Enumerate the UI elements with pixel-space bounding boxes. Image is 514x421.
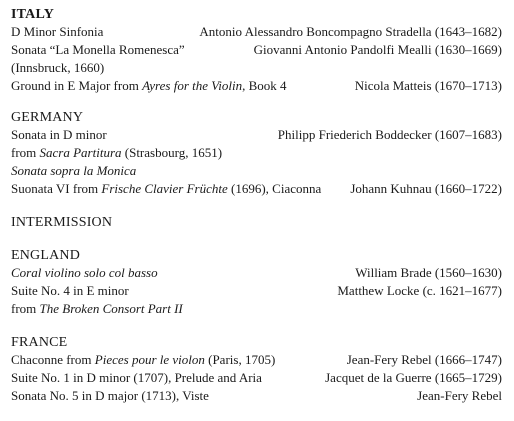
composer: Jacquet de la Guerre (1665–1729): [325, 370, 502, 385]
section-heading-germany: GERMANY: [11, 110, 84, 125]
intermission-heading: INTERMISSION: [11, 215, 113, 230]
piece-detail: (Innsbruck, 1660): [11, 60, 105, 75]
piece-title-text: Ground in E Major from: [11, 78, 143, 93]
section-heading-italy: ITALY: [11, 7, 55, 22]
piece-detail-text: from: [11, 301, 40, 316]
piece-detail-text: from: [11, 145, 40, 160]
piece-detail-tail: (Strasbourg, 1651): [121, 145, 223, 160]
piece-title: Suite No. 1 in D minor (1707), Prelude and Aria: [11, 370, 262, 385]
piece-title: D Minor Sinfonia: [11, 24, 104, 39]
piece-title: Suite No. 4 in E minor: [11, 283, 129, 298]
composer: Antonio Alessandro Boncompagno Stradella (1643–1682): [199, 24, 502, 39]
section-italy: [11, 6, 502, 95]
program-row: [11, 264, 502, 282]
section-france: [11, 334, 502, 405]
composer: Nicola Matteis (1670–1713): [354, 78, 502, 93]
program-row: [11, 282, 502, 300]
section-heading-england: ENGLAND: [11, 248, 81, 263]
work-title-italic: Frische Clavier Früchte: [101, 181, 228, 196]
piece-title-tail: (Paris, 1705): [204, 352, 276, 367]
piece-title-text: Suonata VI from: [11, 181, 102, 196]
piece-title-italic: Sonata sopra la Monica: [11, 163, 137, 178]
work-title-italic: Pieces pour le violon: [94, 352, 205, 367]
program-row: [11, 180, 502, 198]
program-row: [11, 351, 502, 369]
piece-title: Sonata “La Monella Romenesca”: [11, 42, 185, 57]
composer: Matthew Locke (c. 1621–1677): [337, 283, 502, 298]
program-row: [11, 144, 502, 162]
section-england: [11, 247, 502, 318]
concert-program: [11, 6, 502, 405]
program-row: [11, 300, 502, 318]
composer: Jean-Fery Rebel (1666–1747): [346, 352, 502, 367]
composer: Johann Kuhnau (1660–1722): [350, 181, 502, 196]
program-row: [11, 162, 502, 180]
composer: Philipp Friederich Boddecker (1607–1683): [277, 127, 502, 142]
piece-title: [11, 180, 321, 198]
program-row: [11, 59, 502, 77]
piece-title: Sonata No. 5 in D major (1713), Viste: [11, 388, 209, 403]
work-title-italic: Ayres for the Violin: [142, 78, 243, 93]
program-row: [11, 387, 502, 405]
piece-title: Sonata in D minor: [11, 127, 107, 142]
piece-title-tail: (1696), Ciaconna: [227, 181, 322, 196]
section-intermission: [11, 214, 502, 231]
piece-detail: [11, 144, 222, 162]
work-title-italic: Sacra Partitura: [39, 145, 122, 160]
work-title-italic: The Broken Consort Part II: [39, 301, 183, 316]
composer: Jean-Fery Rebel: [417, 388, 502, 403]
program-row: [11, 369, 502, 387]
composer: Giovanni Antonio Pandolfi Mealli (1630–1669): [253, 42, 502, 57]
piece-title-text: Chaconne from: [11, 352, 95, 367]
piece-title: [11, 351, 275, 369]
program-row: [11, 23, 502, 41]
program-row: [11, 126, 502, 144]
section-germany: [11, 109, 502, 198]
program-row: [11, 77, 502, 95]
program-row: [11, 41, 502, 59]
piece-detail: [11, 300, 183, 318]
composer: William Brade (1560–1630): [355, 265, 502, 280]
piece-title: [11, 77, 287, 95]
piece-title-italic: Coral violino solo col basso: [11, 265, 158, 280]
section-heading-france: FRANCE: [11, 335, 68, 350]
piece-title-tail: , Book 4: [242, 78, 287, 93]
